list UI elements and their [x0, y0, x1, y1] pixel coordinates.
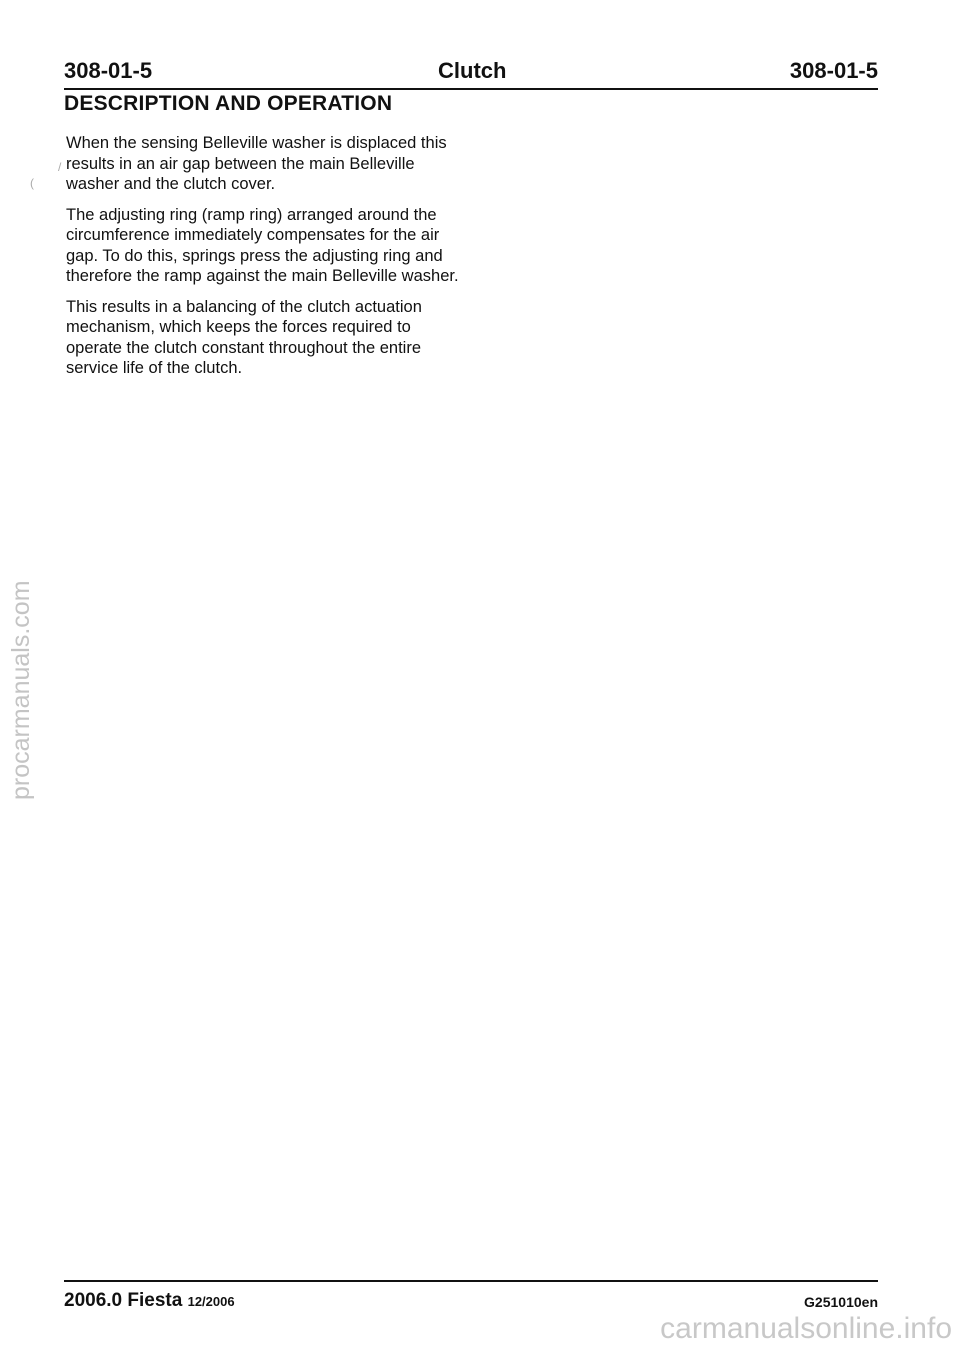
side-watermark [2, 550, 42, 800]
footer-date: 12/2006 [187, 1294, 235, 1309]
paragraph: The adjusting ring (ramp ring) arranged around the circumference immediately compensates for the air gap. To do this, springs press the adjusting ring and therefore the ramp against the main Belleville washer. [66, 205, 459, 285]
section-heading: DESCRIPTION AND OPERATION [64, 92, 393, 115]
side-watermark-text: procarmanuals.com [7, 580, 35, 800]
footer-model-name: 2006.0 Fiesta [64, 1290, 183, 1311]
scan-mark: ( [30, 176, 34, 190]
bottom-watermark: carmanualsonline.info [660, 1312, 952, 1345]
page-header [64, 56, 878, 86]
paragraph: When the sensing Belleville washer is displaced this results in an air gap between the main Belleville washer and the clutch cover. [66, 134, 447, 193]
footer-model [64, 1288, 235, 1315]
scan-mark: / [58, 160, 62, 174]
body-text [66, 133, 466, 389]
paragraph: This results in a balancing of the clutch actuation mechanism, which keeps the forces required to operate the clutch constant throughout the entire service life of the clutch. [66, 297, 422, 377]
section-code-left: 308-01-5 [64, 58, 153, 83]
page-title: Clutch [438, 58, 507, 83]
section-code-right: 308-01-5 [789, 58, 878, 83]
footer-code: G251010en [804, 1294, 878, 1310]
footer-divider [64, 1280, 878, 1282]
